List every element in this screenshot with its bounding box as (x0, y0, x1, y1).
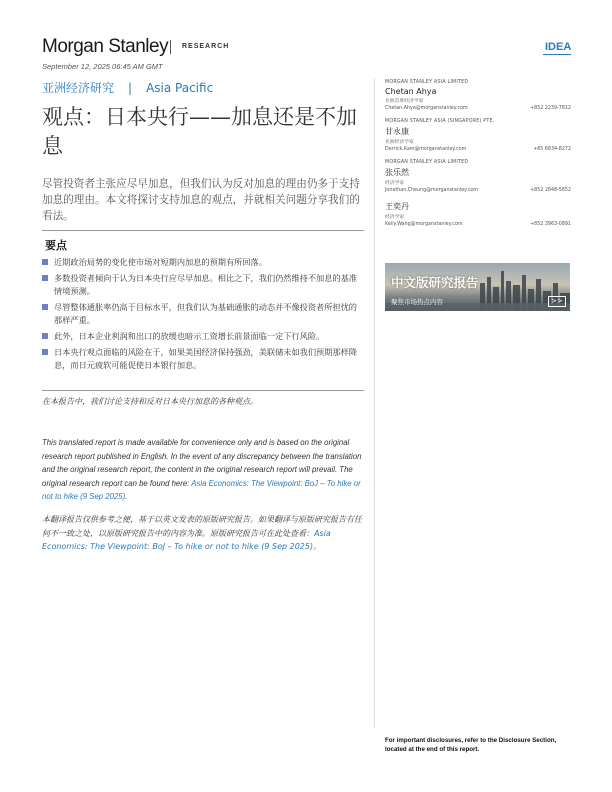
analyst-phone: +852 2239-7812 (530, 106, 571, 111)
analyst-title: 经济学家 (385, 181, 405, 186)
analyst-org: MORGAN STANLEY ASIA LIMITED (385, 80, 469, 85)
key-points-heading: 要点 (45, 239, 67, 252)
translation-note-chinese (42, 513, 364, 554)
divider (42, 390, 364, 391)
analyst-email[interactable]: Derrick.Kam@morganstanley.com (385, 147, 467, 152)
bullet-square-icon (42, 275, 48, 281)
analyst-contact (385, 80, 571, 111)
list-item (42, 256, 364, 269)
idea-label: IDEA (545, 41, 572, 53)
analyst-title: 经济学家 (385, 215, 405, 220)
analyst-contact-row (385, 222, 571, 227)
disclosure-note: For important disclosures, refer to the Disclosure Section, located at the end of this report. (385, 737, 557, 753)
banner-arrow-icon[interactable]: >> (548, 296, 566, 307)
report-scope-note: 在本报告中，我们讨论支持和反对日本央行加息的各种观点。 (42, 397, 258, 406)
column-divider (374, 78, 375, 728)
analyst-title: 亚洲经济学家 (385, 140, 414, 145)
analyst-name: 王奕丹 (385, 202, 409, 211)
list-item (42, 346, 364, 372)
banner-title: 中文版研究报告 (391, 275, 479, 290)
logo-divider (170, 40, 171, 54)
analyst-phone: +852 3963-0891 (530, 222, 571, 227)
publish-date: September 12, 2025 06:45 AM GMT (42, 62, 163, 71)
analyst-org: MORGAN STANLEY ASIA (SINGAPORE) PTE. (385, 119, 495, 124)
section-name: 亚洲经济研究 (42, 81, 115, 95)
morgan-stanley-logo: Morgan Stanley (42, 36, 169, 57)
analyst-contact (385, 160, 571, 193)
section-separator: | (128, 81, 133, 95)
note-end: . (125, 492, 128, 501)
idea-underline (543, 54, 571, 55)
chinese-research-banner[interactable] (385, 263, 570, 311)
analyst-name: 张乐然 (385, 168, 409, 177)
bullet-square-icon (42, 349, 48, 355)
analyst-email[interactable]: Chetan.Ahya@morganstanley.com (385, 106, 468, 111)
report-summary: 尽管投资者主张应尽早加息，但我们认为反对加息的理由仍多于支持加息的理由。本文将探讨支持加息的观点，并就相关问题分享我们的看法。 (42, 178, 360, 222)
bullet-square-icon (42, 304, 48, 310)
key-point-text: 此外，日本企业利润和出口的放缓也暗示工资增长前景面临一定下行风险。 (54, 331, 325, 341)
list-item (42, 272, 364, 298)
note-end: 。 (313, 542, 322, 551)
key-points-list (42, 256, 364, 375)
analyst-contact-row (385, 147, 571, 152)
analyst-org: MORGAN STANLEY ASIA LIMITED (385, 160, 469, 165)
bullet-square-icon (42, 259, 48, 265)
analyst-name: 甘永康 (385, 127, 409, 136)
key-point-text: 近期政治局势的变化使市场对短期内加息的预期有所回落。 (54, 257, 267, 267)
banner-subtitle: 聚焦市场热点内容 (391, 298, 443, 306)
report-title: 观点：日本央行——加息还是不加息 (42, 105, 357, 158)
analyst-phone: +65 6834-8272 (533, 147, 571, 152)
analyst-title: 亚洲首席经济学家 (385, 99, 424, 104)
key-point-text: 日本央行观点面临的风险在于，如果美国经济保持强劲，美联储未如我们预期那样降息，而日元疲软可能促使日本银行加息。 (54, 347, 357, 370)
analyst-email[interactable]: Jonathan.Cheung@morganstanley.com (385, 188, 479, 193)
analyst-email[interactable]: Kelly.Wang@morganstanley.com (385, 222, 463, 227)
divider (42, 230, 364, 231)
analyst-contact (385, 201, 571, 227)
original-report-link[interactable]: Asia Economics: The Viewpoint: BoJ – To hike or not to hike (9 Sep 2025) (42, 478, 361, 501)
list-item (42, 330, 364, 343)
list-item (42, 301, 364, 327)
analyst-contact-row (385, 106, 571, 111)
translation-note-english (42, 436, 364, 504)
bullet-square-icon (42, 333, 48, 339)
translation-note-text: 本翻译报告仅供参考之便，基于以英文发表的原版研究报告。如果翻译与原版研究报告有任何不一致之处，以原版研究报告中的内容为准。原版研究报告可在此处查看： (42, 515, 362, 538)
analyst-contact-row (385, 188, 571, 193)
section-line (42, 79, 213, 96)
analyst-name: Chetan Ahya (385, 87, 437, 96)
analyst-phone: +852 2848-5652 (530, 188, 571, 193)
key-point-text: 尽管整体通胀率仍高于目标水平，但我们认为基础通胀的动态并不像投资者所担忧的那样严重。 (54, 302, 357, 325)
translation-note-text: This translated report is made available for convenience only and is based on the original research report published in English. In the event of any discrepancy between the translation and the original research report, the content in the original research report will prevail. The original research report can be found here: (42, 438, 362, 488)
analyst-contacts (385, 80, 571, 235)
original-report-link[interactable]: Asia Economics: The Viewpoint: BoJ – To hike or not to hike (9 Sep 2025) (42, 528, 331, 551)
research-label: RESEARCH (182, 43, 230, 50)
analyst-contact (385, 119, 571, 152)
key-point-text: 多数投资者倾向于认为日本央行应尽早加息。相比之下，我们仍然维持不加息的基准情境预测。 (54, 273, 357, 296)
section-region: Asia Pacific (146, 81, 214, 95)
